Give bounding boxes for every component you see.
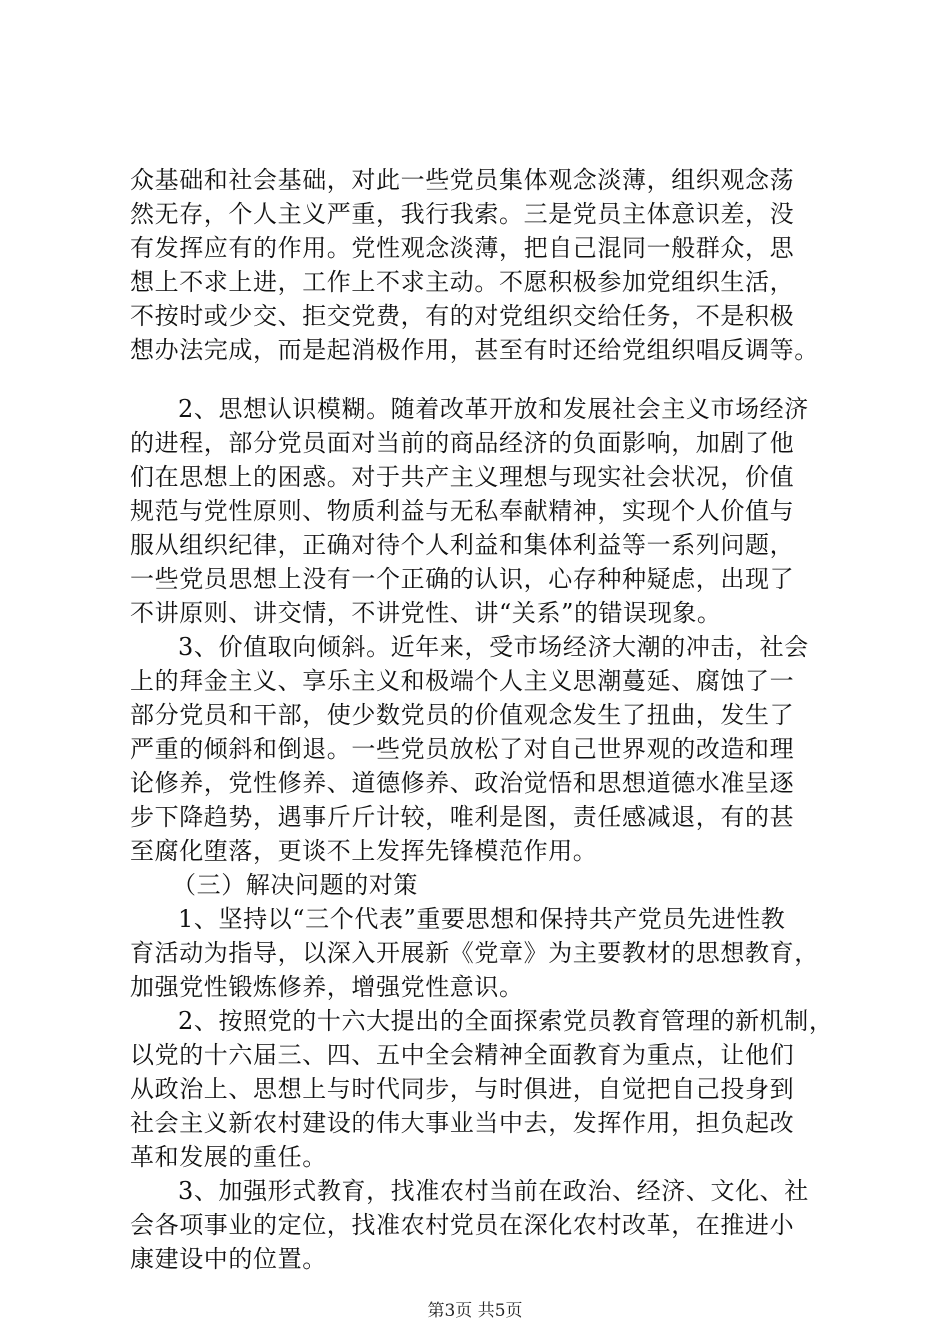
body-text-line: 严重的倾斜和倒退。一些党员放松了对自己世界观的改造和理 bbox=[130, 735, 795, 763]
page-number-footer: 第3页 共5页 bbox=[427, 1301, 523, 1321]
body-text-line: 康建设中的位置。 bbox=[130, 1245, 327, 1273]
body-text-line: 想上不求上进，工作上不求主动。不愿积极参加党组织生活， bbox=[130, 268, 795, 296]
body-text-line: 们在思想上的困惑。对于共产主义理想与现实社会状况，价值 bbox=[130, 463, 795, 491]
paragraph-first-line: 3、价值取向倾斜。近年来，受市场经济大潮的冲击，社会 bbox=[178, 633, 809, 661]
body-text-line: 有发挥应有的作用。党性观念淡薄，把自己混同一般群众，思 bbox=[130, 234, 795, 262]
body-text-line: 想办法完成，而是起消极作用，甚至有时还给党组织唱反调等。 bbox=[130, 336, 819, 364]
paragraph-first-line: 2、思想认识模糊。随着改革开放和发展社会主义市场经济 bbox=[178, 395, 809, 423]
body-text-line: 会各项事业的定位，找准农村党员在深化农村改革，在推进小 bbox=[130, 1211, 795, 1239]
body-text-line: 然无存，个人主义严重，我行我索。三是党员主体意识差，没 bbox=[130, 200, 795, 228]
body-text-line: 服从组织纪律，正确对待个人利益和集体利益等一系列问题， bbox=[130, 531, 795, 559]
body-text-line: 一些党员思想上没有一个正确的认识，心存种种疑虑，出现了 bbox=[130, 565, 795, 593]
section-heading: （三）解决问题的对策 bbox=[172, 871, 418, 899]
paragraph-first-line: 2、按照党的十六大提出的全面探索党员教育管理的新机制， bbox=[178, 1007, 834, 1035]
body-text-line: 至腐化堕落，更谈不上发挥先锋模范作用。 bbox=[130, 837, 598, 865]
body-text-line: 育活动为指导，以深入开展新《党章》为主要教材的思想教育， bbox=[130, 939, 819, 967]
body-text-line: 从政治上、思想上与时代同步，与时俱进，自觉把自己投身到 bbox=[130, 1075, 795, 1103]
body-text-line: 上的拜金主义、享乐主义和极端个人主义思潮蔓延、腐蚀了一 bbox=[130, 667, 795, 695]
body-text-line: 加强党性锻炼修养，增强党性意识。 bbox=[130, 973, 524, 1001]
body-text-line: 不讲原则、讲交情，不讲党性、讲“关系”的错误现象。 bbox=[130, 599, 722, 627]
body-text-line: 的进程，部分党员面对当前的商品经济的负面影响，加剧了他 bbox=[130, 429, 795, 457]
body-text-line: 革和发展的重任。 bbox=[130, 1143, 327, 1171]
body-text-line: 步下降趋势，遇事斤斤计较，唯利是图，责任感减退，有的甚 bbox=[130, 803, 795, 831]
body-text-line: 以党的十六届三、四、五中全会精神全面教育为重点，让他们 bbox=[130, 1041, 795, 1069]
body-text-line: 部分党员和干部，使少数党员的价值观念发生了扭曲，发生了 bbox=[130, 701, 795, 729]
paragraph-first-line: 3、加强形式教育，找准农村当前在政治、经济、文化、社 bbox=[178, 1177, 809, 1205]
body-text-line: 社会主义新农村建设的伟大事业当中去，发挥作用，担负起改 bbox=[130, 1109, 795, 1137]
paragraph-first-line: 1、坚持以“三个代表”重要思想和保持共产党员先进性教 bbox=[178, 905, 786, 933]
body-text-line: 论修养，党性修养、道德修养、政治觉悟和思想道德水准呈逐 bbox=[130, 769, 795, 797]
body-text-line: 众基础和社会基础，对此一些党员集体观念淡薄，组织观念荡 bbox=[130, 166, 795, 194]
body-text-line: 不按时或少交、拒交党费，有的对党组织交给任务，不是积极 bbox=[130, 302, 795, 330]
body-text-line: 规范与党性原则、物质利益与无私奉献精神，实现个人价值与 bbox=[130, 497, 795, 525]
